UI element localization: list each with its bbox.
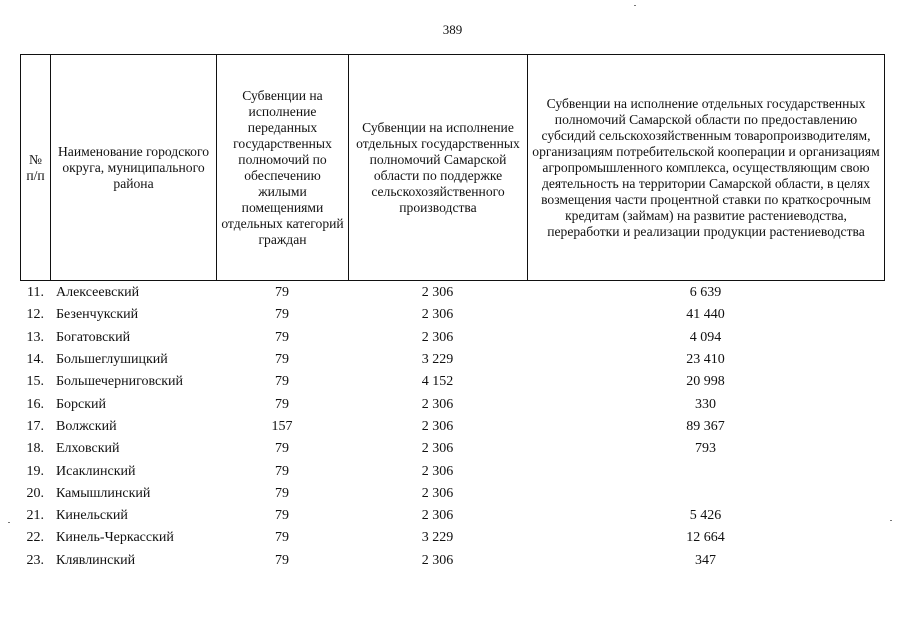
row-agri: 2 306 — [421, 285, 454, 301]
table-row — [20, 393, 884, 415]
table-row — [20, 282, 884, 304]
row-number: 18. — [26, 441, 44, 457]
row-crop: 330 — [695, 396, 716, 412]
row-number: 14. — [26, 352, 44, 368]
table-row — [20, 416, 884, 438]
row-housing: 157 — [271, 418, 293, 434]
scan-speck — [634, 5, 636, 6]
row-agri: 2 306 — [421, 485, 454, 501]
row-name: Богатовский — [56, 329, 131, 345]
row-agri: 3 229 — [421, 352, 454, 368]
row-number: 15. — [26, 374, 44, 390]
row-number: 11. — [27, 285, 44, 301]
row-housing: 79 — [275, 307, 289, 323]
row-housing: 79 — [275, 485, 289, 501]
row-number: 20. — [26, 485, 44, 501]
row-name: Алексеевский — [56, 285, 140, 301]
row-crop — [527, 483, 884, 505]
row-agri: 2 306 — [421, 329, 454, 345]
table-row — [20, 371, 884, 393]
row-housing: 79 — [275, 463, 289, 479]
row-housing: 79 — [275, 441, 289, 457]
row-name: Большечерниговский — [56, 374, 184, 390]
row-agri: 3 229 — [421, 530, 454, 546]
row-number: 17. — [26, 418, 44, 434]
row-agri: 2 306 — [421, 307, 454, 323]
table-row — [20, 349, 884, 371]
table-row — [20, 483, 884, 505]
row-crop: 4 094 — [689, 329, 722, 345]
row-name: Елховский — [56, 441, 120, 457]
row-crop: 6 639 — [689, 285, 722, 301]
row-housing: 79 — [275, 285, 289, 301]
row-housing: 79 — [275, 552, 289, 568]
row-crop: 89 367 — [686, 418, 725, 434]
row-crop: 5 426 — [689, 508, 722, 524]
data-table — [20, 282, 884, 572]
row-crop: 41 440 — [686, 307, 725, 323]
row-agri: 2 306 — [421, 463, 454, 479]
row-name: Кинельский — [56, 508, 128, 524]
row-agri: 2 306 — [421, 552, 454, 568]
row-crop: 20 998 — [686, 374, 725, 390]
row-number: 16. — [26, 396, 44, 412]
row-crop — [527, 460, 884, 482]
table-row — [20, 460, 884, 482]
row-name: Большеглушицкий — [56, 352, 168, 368]
row-name: Волжский — [56, 418, 117, 434]
row-agri: 2 306 — [421, 508, 454, 524]
row-number: 22. — [26, 530, 44, 546]
table-row — [20, 550, 884, 572]
row-crop: 12 664 — [686, 530, 725, 546]
row-number: 21. — [26, 508, 44, 524]
table-row — [20, 438, 884, 460]
row-agri: 2 306 — [421, 418, 454, 434]
table-row — [20, 327, 884, 349]
scan-speck — [890, 520, 892, 521]
row-number: 12. — [26, 307, 44, 323]
row-agri: 2 306 — [421, 441, 454, 457]
row-name: Клявлинский — [56, 552, 136, 568]
row-agri: 4 152 — [421, 374, 454, 390]
row-name: Безенчукский — [56, 307, 139, 323]
row-name: Кинель-Черкасский — [56, 530, 174, 546]
row-crop: 23 410 — [686, 352, 725, 368]
table-row — [20, 304, 884, 326]
table-row — [20, 505, 884, 527]
row-number: 23. — [26, 552, 44, 568]
row-name: Камышлинский — [56, 485, 151, 501]
row-agri: 2 306 — [421, 396, 454, 412]
row-name: Исаклинский — [56, 463, 136, 479]
row-number: 19. — [26, 463, 44, 479]
row-crop: 793 — [695, 441, 716, 457]
header-crop-loan-subvention: Субвенции на исполнение отдельных государственных полномочий Самарской области по предоставлению субсидий сельскохозяйственным товаропроизводителям, организациям потребительской кооперации и организациям агропромышленного комплекса, осуществляющим свою деятельность на территории Самарской области, в целях возмещения части процентной ставки по краткосрочным кредитам (займам) на развитие растениеводства, переработки и реализации продукции растениеводства — [528, 55, 885, 281]
row-housing: 79 — [275, 352, 289, 368]
header-municipality: Наименование городского округа, муниципального района — [51, 55, 217, 281]
header-agriculture-subvention: Субвенции на исполнение отдельных государственных полномочий Самарской области по поддержке сельскохозяйственного производства — [349, 55, 528, 281]
row-housing: 79 — [275, 530, 289, 546]
row-crop: 347 — [695, 552, 716, 568]
row-housing: 79 — [275, 374, 289, 390]
header-housing-subvention: Субвенции на исполнение переданных государственных полномочий по обеспечению жилыми помещениями отдельных категорий граждан — [217, 55, 349, 281]
row-housing: 79 — [275, 329, 289, 345]
scan-speck — [8, 522, 10, 523]
row-name: Борский — [56, 396, 107, 412]
page-number: 389 — [442, 22, 463, 37]
row-housing: 79 — [275, 396, 289, 412]
table-row — [20, 527, 884, 549]
row-housing: 79 — [275, 508, 289, 524]
table-header — [20, 54, 885, 281]
header-number: № п/п — [21, 55, 51, 281]
row-number: 13. — [26, 329, 44, 345]
